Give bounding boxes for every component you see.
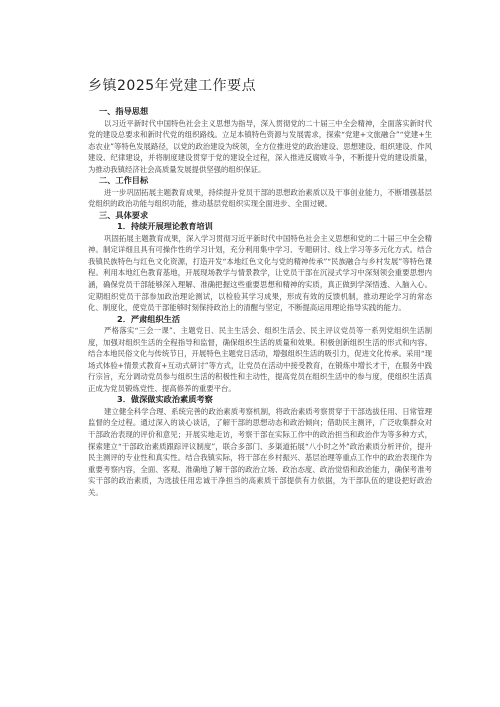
document-title: 乡镇2025年党建工作要点 xyxy=(88,78,257,94)
section-paragraph: 以习近平新时代中国特色社会主义思想为指导，深入贯彻党的二十届三中全会精神，全面落实新时代党的建设总要求和新时代党的组织路线。立足本镇特色资源与发展需求，探索“党建+文旅融合”“党建+生态农业”等特色发展路径，以党的政治建设为统领，全方位推进党的政治建设、思想建设、组织建设、作风建设、纪律建设，并将制度建设贯穿于党的建设全过程，深入推进反腐败斗争，不断提升党的建设质量，为推动我镇经济社会高质量发展提供坚强的组织保证。 xyxy=(88,118,432,174)
section-heading: 二、工作目标 xyxy=(99,175,149,186)
section-heading: 一、指导思想 xyxy=(99,106,149,116)
section-work-goals xyxy=(88,175,432,210)
section-paragraph: 进一步巩固拓展主题教育成果，持续提升党员干部的思想政治素质以及干事创业能力，不断增强基层党组织的政治功能与组织功能，推动基层党组织实现全面进步、全面过硬。 xyxy=(88,187,432,209)
subsection-paragraph: 巩固拓展主题教育成果，深入学习贯彻习近平新时代中国特色社会主义思想和党的二十届三中全会精神。制定详细且具有可操作性的学习计划，充分利用集中学习、专题研讨、线上学习等多元化方式。结合我镇民族特色与红色文化资源，打造开发“本地红色文化与党的精神传承”“民族融合与乡村发展”等特色课程。利用本地红色教育基地，开展现场教学与情景教学，让党员干部在沉浸式学习中深刻领会重要思想内涵，确保党员干部能够深入理解、准确把握这些重要思想和精神的实质，真正做到学深悟透、入脑入心。定期组织党员干部参加政治理论测试，以检验其学习成果，形成有效的反馈机制，推动理论学习的常态化、制度化，使党员干部能够时刻保持政治上的清醒与坚定，不断提高运用理论指导实践的能力。 xyxy=(88,233,432,313)
section-guiding-thought xyxy=(88,106,432,175)
subsection-paragraph: 建立健全科学合理、系统完善的政治素质考察机制，将政治素质考察贯穿于干部选拔任用、日常管理监督的全过程。通过深入的谈心谈话，了解干部的思想动态和政治倾向；借助民主测评，广泛收集群众对干部政治表现的评价和意见；开展实地走访，考察干部在实际工作中的政治担当和政治作为等多种方式，探索建立“干部政治素质跟踪评议制度”，联合多部门、多渠道拓展“八小时之外”政治素质分析评价，提升民主测评的专业性和真实性。结合我镇实际，将干部在乡村振兴、基层治理等重点工作中的政治表现作为重要考察内容，全面、客观、准确地了解干部的政治立场、政治态度、政治觉悟和政治能力，确保考准考实干部的政治素质，为选拔任用忠诚干净担当的高素质干部提供有力依据，为干部队伍的建设把好政治关。 xyxy=(88,406,432,497)
subsection-heading: 3．做深做实政治素质考察 xyxy=(117,394,213,405)
subsection-heading: 2．严肃组织生活 xyxy=(117,313,181,324)
section-specific-requirements xyxy=(88,210,432,498)
section-heading: 三、具体要求 xyxy=(99,209,149,220)
subsection-paragraph: 严格落实“三会一课”、主题党日、民主生活会、组织生活会、民主评议党员等一系列党组织生活制度，加强对组织生活的全程指导和监督，确保组织生活的质量和效果。积极创新组织生活的形式和内容。结合本地民俗文化与传统节日，开展特色主题党日活动，增强组织生活的吸引力，促进文化传承。采用“现场式体验+情景式教育+互动式研讨”等方式，让党员在活动中接受教育，在锻炼中增长才干，在服务中践行宗旨，充分调动党员参与组织生活的积极性和主动性，提高党员在组织生活中的参与度，使组织生活真正成为党员锻炼党性、提高修养的重要平台。 xyxy=(88,326,432,393)
subsection-heading: 1．持续开展理论教育培训 xyxy=(117,221,213,232)
